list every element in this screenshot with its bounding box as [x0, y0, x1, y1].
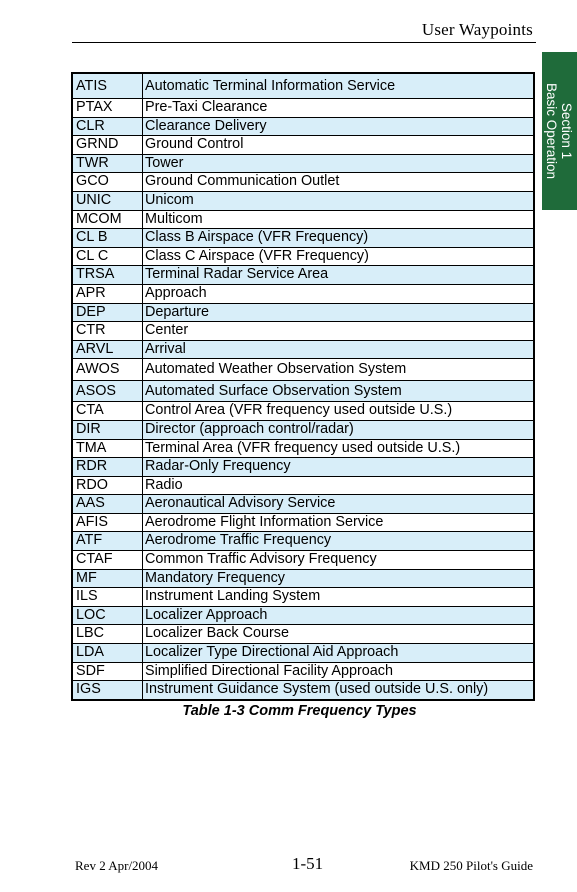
description-cell: Instrument Landing System	[145, 588, 321, 605]
abbreviation-cell: ILS	[73, 588, 143, 606]
table-row	[73, 172, 533, 191]
table-row	[73, 550, 533, 569]
table-row	[73, 154, 533, 173]
table-row	[73, 643, 533, 662]
table-row	[73, 680, 533, 699]
description-cell: Arrival	[145, 340, 186, 357]
abbreviation-cell: LDA	[73, 644, 143, 662]
table-row	[73, 662, 533, 681]
table-caption: Table 1-3 Comm Frequency Types	[182, 703, 417, 719]
description-cell: Ground Control	[145, 136, 244, 153]
abbreviation-cell: TRSA	[73, 266, 143, 284]
abbreviation-cell: AFIS	[73, 514, 143, 532]
abbreviation-cell: PTAX	[73, 99, 143, 117]
abbreviation-cell: MCOM	[73, 211, 143, 229]
abbreviation-cell: AAS	[73, 495, 143, 513]
description-cell: Common Traffic Advisory Frequency	[145, 551, 377, 568]
table-row	[73, 98, 533, 117]
abbreviation-cell: CLR	[73, 118, 143, 136]
table-row	[73, 303, 533, 322]
table-row	[73, 476, 533, 495]
description-cell: Director (approach control/radar)	[145, 420, 354, 437]
comm-frequency-table	[71, 72, 535, 701]
description-cell: Terminal Radar Service Area	[145, 266, 329, 283]
abbreviation-cell: RDO	[73, 477, 143, 495]
section-tab-line2: Basic Operation	[544, 82, 560, 180]
footer-revision: Rev 2 Apr/2004	[75, 858, 159, 873]
description-cell: Aeronautical Advisory Service	[145, 495, 336, 512]
description-cell: Approach	[145, 284, 207, 301]
abbreviation-cell: CTR	[73, 322, 143, 340]
abbreviation-cell: DEP	[73, 304, 143, 322]
description-cell: Mandatory Frequency	[145, 569, 285, 586]
table-row	[73, 569, 533, 588]
description-cell: Tower	[145, 154, 184, 171]
description-cell: Localizer Approach	[145, 606, 268, 623]
header-divider	[72, 42, 536, 43]
table-row	[73, 284, 533, 303]
abbreviation-cell: ASOS	[73, 381, 143, 402]
abbreviation-cell: APR	[73, 285, 143, 303]
table-row	[73, 420, 533, 439]
description-cell: Departure	[145, 303, 209, 320]
table-row	[73, 513, 533, 532]
abbreviation-cell: ARVL	[73, 341, 143, 359]
section-tab	[542, 52, 577, 210]
table-row	[73, 210, 533, 229]
abbreviation-cell: IGS	[73, 681, 143, 699]
abbreviation-cell: CL B	[73, 229, 143, 247]
table-row	[73, 117, 533, 136]
table-row	[73, 191, 533, 210]
description-cell: Control Area (VFR frequency used outside U.S.)	[145, 402, 453, 419]
description-cell: Radio	[145, 476, 183, 493]
table-row	[73, 587, 533, 606]
table-row	[73, 606, 533, 625]
table-row	[73, 439, 533, 458]
abbreviation-cell: TMA	[73, 440, 143, 458]
description-cell: Terminal Area (VFR frequency used outside U.S.)	[145, 439, 461, 456]
description-cell: Unicom	[145, 191, 194, 208]
description-cell: Automatic Terminal Information Service	[145, 78, 396, 94]
abbreviation-cell: CL C	[73, 248, 143, 266]
abbreviation-cell: TWR	[73, 155, 143, 173]
table-row	[73, 531, 533, 550]
abbreviation-cell: GRND	[73, 136, 143, 154]
table-row	[73, 380, 533, 402]
description-cell: Class B Airspace (VFR Frequency)	[145, 229, 369, 246]
table-row	[73, 74, 533, 98]
table-row	[73, 494, 533, 513]
description-cell: Instrument Guidance System (used outside U.S. only)	[145, 681, 489, 698]
table-row	[73, 358, 533, 380]
description-cell: Multicom	[145, 210, 203, 227]
abbreviation-cell: MF	[73, 570, 143, 588]
abbreviation-cell: RDR	[73, 458, 143, 476]
table-row	[73, 340, 533, 359]
description-cell: Class C Airspace (VFR Frequency)	[145, 247, 369, 264]
description-cell: Clearance Delivery	[145, 117, 267, 134]
abbreviation-cell: ATIS	[73, 74, 143, 98]
table-row	[73, 457, 533, 476]
description-cell: Localizer Back Course	[145, 625, 289, 642]
description-cell: Radar-Only Frequency	[145, 458, 291, 475]
table-row	[73, 265, 533, 284]
description-cell: Pre-Taxi Clearance	[145, 99, 268, 115]
footer-guide-title: KMD 250 Pilot's Guide	[409, 858, 533, 873]
table-row	[73, 401, 533, 420]
section-tab-line1: Section 1	[559, 102, 575, 160]
table-row	[73, 624, 533, 643]
table-row	[73, 247, 533, 266]
description-cell: Center	[145, 322, 189, 339]
description-cell: Aerodrome Traffic Frequency	[145, 532, 332, 549]
abbreviation-cell: AWOS	[73, 359, 143, 380]
description-cell: Ground Communication Outlet	[145, 173, 340, 190]
abbreviation-cell: LOC	[73, 607, 143, 625]
abbreviation-cell: UNIC	[73, 192, 143, 210]
table-row	[73, 228, 533, 247]
abbreviation-cell: CTA	[73, 402, 143, 420]
description-cell: Localizer Type Directional Aid Approach	[145, 644, 399, 661]
description-cell: Automated Surface Observation System	[145, 382, 402, 399]
description-cell: Automated Weather Observation System	[145, 361, 407, 378]
description-cell: Aerodrome Flight Information Service	[145, 513, 384, 530]
section-tab-label	[542, 52, 577, 210]
table-row	[73, 321, 533, 340]
abbreviation-cell: ATF	[73, 532, 143, 550]
abbreviation-cell: LBC	[73, 625, 143, 643]
abbreviation-cell: GCO	[73, 173, 143, 191]
page-header-title: User Waypoints	[421, 20, 533, 39]
abbreviation-cell: SDF	[73, 663, 143, 681]
footer-page-number: 1-51	[292, 854, 324, 873]
abbreviation-cell: CTAF	[73, 551, 143, 569]
abbreviation-cell: DIR	[73, 421, 143, 439]
table-row	[73, 135, 533, 154]
description-cell: Simplified Directional Facility Approach	[145, 662, 393, 679]
